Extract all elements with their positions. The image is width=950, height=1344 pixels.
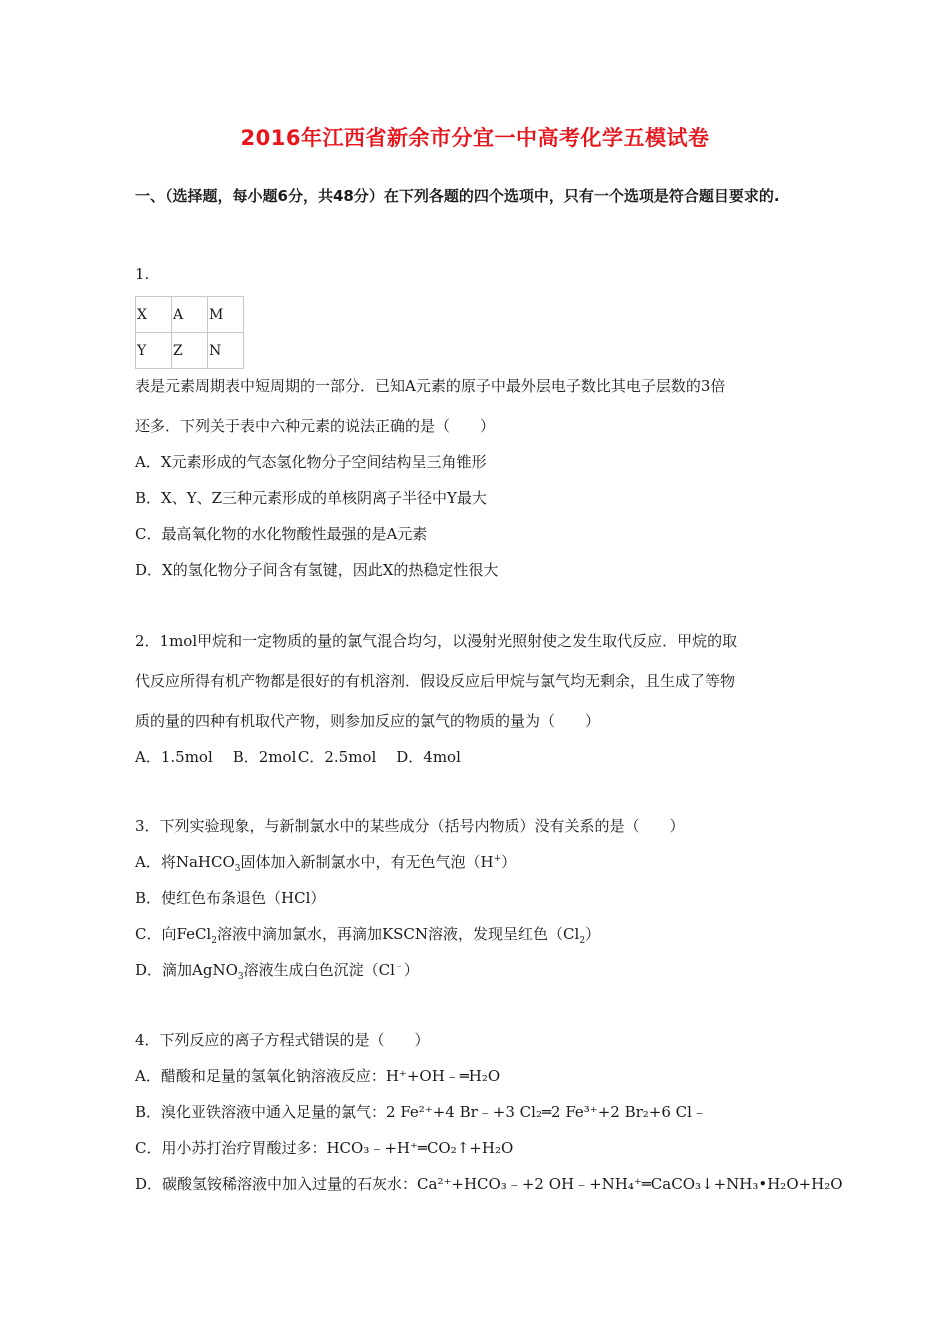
q3-option-d: D．滴加AgNO$_3$溶液生成白色沉淀（Cl﹣）: [135, 961, 419, 982]
exam-title: 2016年江西省新余市分宜一中高考化学五模试卷: [240, 126, 710, 150]
section-heading: 一、（选择题，每小题6分，共48分）在下列各题的四个选项中，只有一个选项是符合题目要求的.: [135, 187, 780, 205]
table-cell: Z: [172, 333, 208, 369]
q4-option-c: C．用小苏打治疗胃酸过多：HCO₃﹣+H⁺═CO₂↑+H₂O: [135, 1139, 514, 1157]
q2-stem-line3: 质的量的四种有机取代产物，则参加反应的氯气的物质的量为（ ）: [135, 712, 601, 730]
q2-options: [135, 747, 461, 767]
q1-stem-line2: 还多．下列关于表中六种元素的说法正确的是（ ）: [135, 417, 496, 435]
q1-option-a: A．X元素形成的气态氢化物分子空间结构呈三角锥形: [135, 453, 487, 471]
q2-stem-line1: 2．1mol甲烷和一定物质的量的氯气混合均匀，以漫射光照射使之发生取代反应．甲烷的取: [135, 632, 738, 650]
q2-option-b: B．2mol: [232, 748, 297, 766]
table-cell: Y: [136, 333, 172, 369]
table-row: [136, 333, 244, 369]
periodic-table-fragment: [135, 296, 244, 369]
table-row: [136, 297, 244, 333]
q1-number: 1.: [135, 265, 150, 283]
table-cell: A: [172, 297, 208, 333]
q2-option-d: D．4mol: [396, 748, 461, 766]
table-cell: N: [208, 333, 244, 369]
q3-option-c: C．向FeCl$_2$溶液中滴加氯水，再滴加KSCN溶液，发现呈红色$(Cl_2)$: [135, 925, 601, 946]
q2-option-c: C．2.5mol: [297, 748, 377, 766]
q2-option-a: A．1.5mol: [135, 748, 213, 766]
table-cell: M: [208, 297, 244, 333]
table-cell: X: [136, 297, 172, 333]
q3-option-a: A．将NaHCO$_3$固体加入新制氯水中，有无色气泡（H+）: [135, 853, 517, 874]
q1-option-d: D．X的氢化物分子间含有氢键，因此X的热稳定性很大: [135, 561, 499, 579]
q1-option-c: C．最高氧化物的水化物酸性最强的是A元素: [135, 525, 428, 543]
q4-option-a: A．醋酸和足量的氢氧化钠溶液反应：H⁺+OH﹣═H₂O: [135, 1067, 501, 1085]
q1-option-b: B．X、Y、Z三种元素形成的单核阴离子半径中Y最大: [135, 489, 487, 507]
q1-stem-line1: 表是元素周期表中短周期的一部分．已知A元素的原子中最外层电子数比其电子层数的3倍: [135, 377, 726, 395]
q3-option-b: B．使红色布条退色（HCl）: [135, 889, 326, 907]
q4-option-d: D．碳酸氢铵稀溶液中加入过量的石灰水：Ca²⁺+HCO₃﹣+2 OH﹣+NH₄⁺═CaCO₃↓+NH₃•H₂O+H₂O: [135, 1175, 843, 1193]
q3-stem: 3．下列实验现象，与新制氯水中的某些成分（括号内物质）没有关系的是（ ）: [135, 817, 685, 835]
q2-stem-line2: 代反应所得有机产物都是很好的有机溶剂．假设反应后甲烷与氯气均无剩余，且生成了等物: [135, 672, 736, 690]
q4-option-b: B．溴化亚铁溶液中通入足量的氯气：2 Fe²⁺+4 Br﹣+3 Cl₂═2 Fe³⁺+2 Br₂+6 Cl﹣: [135, 1103, 707, 1121]
q4-stem: 4．下列反应的离子方程式错误的是（ ）: [135, 1031, 430, 1049]
